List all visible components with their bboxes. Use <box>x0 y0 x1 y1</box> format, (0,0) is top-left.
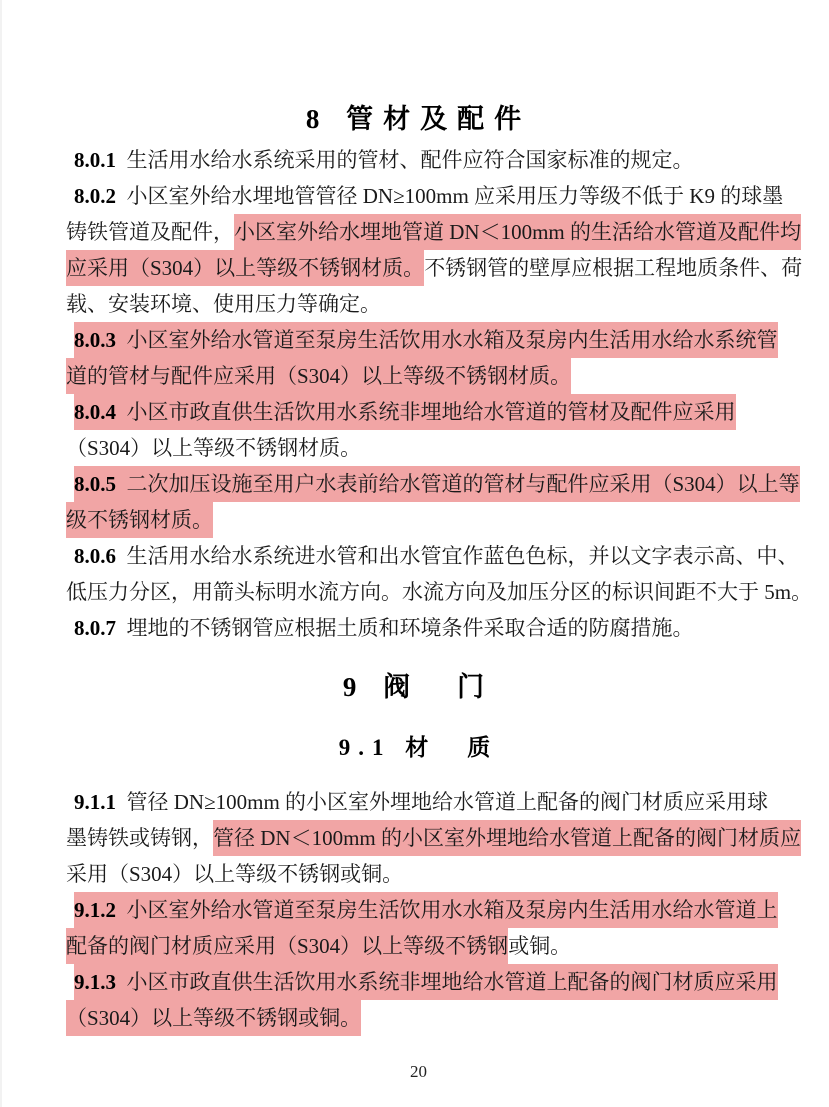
text-line <box>66 820 801 856</box>
text-line <box>66 142 771 178</box>
clause-number: 9.1.3 <box>74 964 116 1000</box>
text-line <box>66 574 813 610</box>
highlighted-text: 小区室外给水埋地管道 DN＜100mm 的生活给水管道及配件均 <box>234 214 801 250</box>
clause-number: 9.1.2 <box>74 892 116 928</box>
text-line <box>66 214 801 250</box>
text-line <box>66 538 799 574</box>
text-segment: 低压力分区，用箭头标明水流方向。水流方向及加压分区的标识间距不大于 5m。 <box>66 580 813 604</box>
heading-8: 8 管材及配件 <box>305 104 532 134</box>
clause-number: 8.0.7 <box>74 616 116 640</box>
text-line <box>66 610 771 646</box>
clause-number: 8.0.6 <box>74 544 116 568</box>
clause-9.1.3 <box>66 964 778 1036</box>
text-line <box>66 250 803 286</box>
clause-number: 8.0.1 <box>74 148 116 172</box>
text-line <box>66 502 771 538</box>
clause-8.0.5 <box>66 466 800 538</box>
text-line <box>66 964 778 1000</box>
clause-number: 9.1.1 <box>74 790 116 814</box>
text-segment: 铸铁管道及配件， <box>66 220 234 244</box>
clause-number: 8.0.5 <box>74 466 116 502</box>
highlighted-text: （S304）以上等级不锈钢或铜。 <box>66 1000 361 1036</box>
heading-9.1: 9.1 材 质 <box>338 735 499 760</box>
highlighted-text: 小区室外给水管道至泵房生活饮用水水箱及泵房内生活用水给水系统管 <box>116 322 778 358</box>
text-line <box>66 1000 771 1036</box>
text-line <box>66 358 771 394</box>
page-number: 20 <box>410 1062 427 1081</box>
clause-8.0.6 <box>66 538 813 610</box>
text-segment: 生活用水给水系统进水管和出水管宜作蓝色色标，并以文字表示高、中、 <box>116 544 799 568</box>
highlighted-text: 管径 DN＜100mm 的小区室外埋地给水管道上配备的阀门材质应 <box>213 820 801 856</box>
highlighted-text: 小区市政直供生活饮用水系统非埋地给水管道的管材及配件应采用 <box>116 394 736 430</box>
text-segment: 载、安装环境、使用压力等确定。 <box>66 292 381 316</box>
clause-number: 8.0.2 <box>74 184 116 208</box>
text-line <box>66 466 800 502</box>
text-line <box>66 928 771 964</box>
text-segment: 或铜。 <box>508 934 572 958</box>
highlighted-text: 级不锈钢材质。 <box>66 502 213 538</box>
clause-8.0.2 <box>66 178 803 322</box>
highlighted-text: 小区市政直供生活饮用水系统非埋地给水管道上配备的阀门材质应采用 <box>116 964 778 1000</box>
text-segment: 不锈钢管的壁厚应根据工程地质条件、荷 <box>424 256 803 280</box>
heading-9: 9 阀 门 <box>342 672 495 702</box>
text-line <box>66 856 771 892</box>
highlighted-text: 小区室外给水管道至泵房生活饮用水水箱及泵房内生活用水给水管道上 <box>116 892 778 928</box>
text-line <box>66 892 778 928</box>
clause-number: 8.0.3 <box>74 322 116 358</box>
text-segment: 埋地的不锈钢管应根据土质和环境条件采取合适的防腐措施。 <box>116 616 694 640</box>
clause-9.1.2 <box>66 892 778 964</box>
text-segment: 小区室外给水埋地管管径 DN≥100mm 应采用压力等级不低于 K9 的球墨 <box>116 184 784 208</box>
clause-8.0.1 <box>66 142 771 178</box>
text-line <box>66 178 784 214</box>
highlighted-text: 道的管材与配件应采用（S304）以上等级不锈钢材质。 <box>66 358 571 394</box>
text-line <box>66 286 771 322</box>
highlighted-text: 配备的阀门材质应采用（S304）以上等级不锈钢 <box>66 928 508 964</box>
page-body <box>2 0 829 1082</box>
text-segment: 采用（S304）以上等级不锈钢或铜。 <box>66 862 404 886</box>
clause-8.0.4 <box>66 394 771 466</box>
text-segment: 生活用水给水系统采用的管材、配件应符合国家标准的规定。 <box>116 148 694 172</box>
text-segment: 管径 DN≥100mm 的小区室外埋地给水管道上配备的阀门材质应采用球 <box>116 790 769 814</box>
highlighted-text: 二次加压设施至用户水表前给水管道的管材与配件应采用（S304）以上等 <box>116 466 800 502</box>
highlighted-text: 应采用（S304）以上等级不锈钢材质。 <box>66 250 424 286</box>
text-segment: （S304）以上等级不锈钢材质。 <box>66 436 362 460</box>
text-line <box>66 394 771 430</box>
clause-number: 8.0.4 <box>74 394 116 430</box>
text-line <box>66 430 771 466</box>
text-segment: 墨铸铁或铸钢， <box>66 826 213 850</box>
text-line <box>66 784 771 820</box>
text-line <box>66 322 778 358</box>
clause-8.0.3 <box>66 322 778 394</box>
clause-9.1.1 <box>66 784 801 892</box>
clause-8.0.7 <box>66 610 771 646</box>
document-content <box>66 102 813 1036</box>
